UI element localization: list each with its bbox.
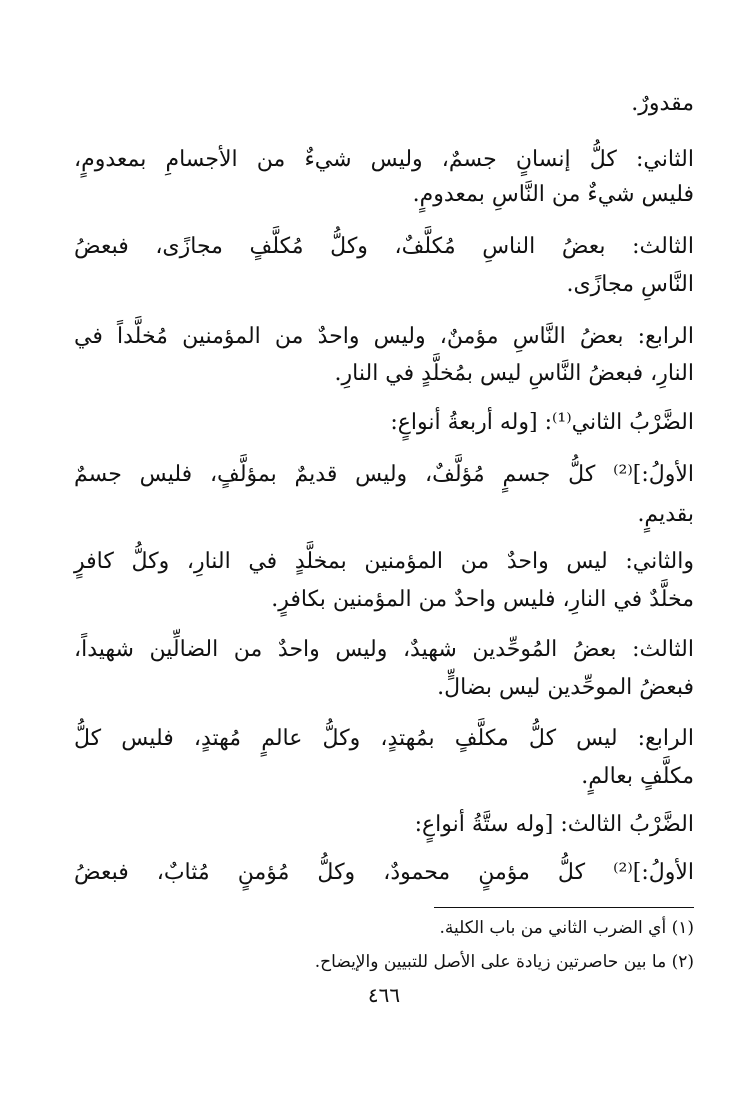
text-line: والثاني: ليس واحدٌ من المؤمنين بمخلَّدٍ في النارِ، وكلُّ كافرٍ: [74, 549, 694, 574]
text-line: فبعضُ الموحِّدين ليس بضالٍّ.: [437, 675, 694, 700]
footnote: (٢) ما بين حاصرتين زيادة على الأصل للتبيين والإيضاح.: [314, 952, 694, 972]
text-line: مقدورٌ.: [631, 91, 694, 116]
text-line: النَّاسِ مجازًى.: [566, 272, 694, 297]
text-line: الأولُ:]⁽²⁾ كلُّ مؤمنٍ محمودٌ، وكلُّ مُؤمنٍ مُثابٌ، فبعضُ: [74, 860, 694, 885]
text-line: الثالث: بعضُ الناسِ مُكلَّفٌ، وكلُّ مُكلَّفٍ مجازًى، فبعضُ: [74, 234, 694, 259]
section-heading: الضَّرْبُ الثاني⁽¹⁾: [وله أربعةُ أنواعٍ:: [390, 410, 694, 435]
text-line: الثاني: كلُّ إنسانٍ جسمٌ، وليس شيءٌ من الأجسامِ بمعدومٍ،: [74, 147, 694, 172]
text-line: الأولُ:]⁽²⁾ كلُّ جسمٍ مُؤلَّفٌ، وليس قديمٌ بمؤلَّفٍ، فليس جسمٌ: [74, 462, 694, 487]
footnote-divider: [434, 907, 694, 908]
text-line: الرابع: بعضُ النَّاسِ مؤمنٌ، وليس واحدٌ من المؤمنين مُخلَّداً في: [74, 324, 694, 349]
text-line: النارِ، فبعضُ النَّاسِ ليس بمُخلَّدٍ في النارِ.: [334, 361, 694, 386]
text-line: الثالث: بعضُ المُوحِّدين شهيدٌ، وليس واحدٌ من الضالِّين شهيداً،: [74, 637, 694, 662]
text-line: مخلَّدٌ في النارِ، فليس واحدٌ من المؤمنين بكافرٍ.: [271, 587, 694, 612]
footnote: (١) أي الضرب الثاني من باب الكلية.: [439, 918, 694, 938]
text-line: الرابع: ليس كلُّ مكلَّفٍ بمُهتدٍ، وكلُّ عالمٍ مُهتدٍ، فليس كلُّ: [74, 726, 694, 751]
text-line: بقديمٍ.: [637, 502, 694, 527]
text-line: فليس شيءٌ من النَّاسِ بمعدومٍ.: [412, 182, 694, 207]
section-heading: الضَّرْبُ الثالث: [وله ستَّةُ أنواعٍ:: [414, 812, 694, 837]
book-page: [74, 0, 694, 1093]
page-number: ٤٦٦: [367, 983, 401, 1007]
text-line: مكلَّفٍ بعالمٍ.: [581, 764, 694, 789]
